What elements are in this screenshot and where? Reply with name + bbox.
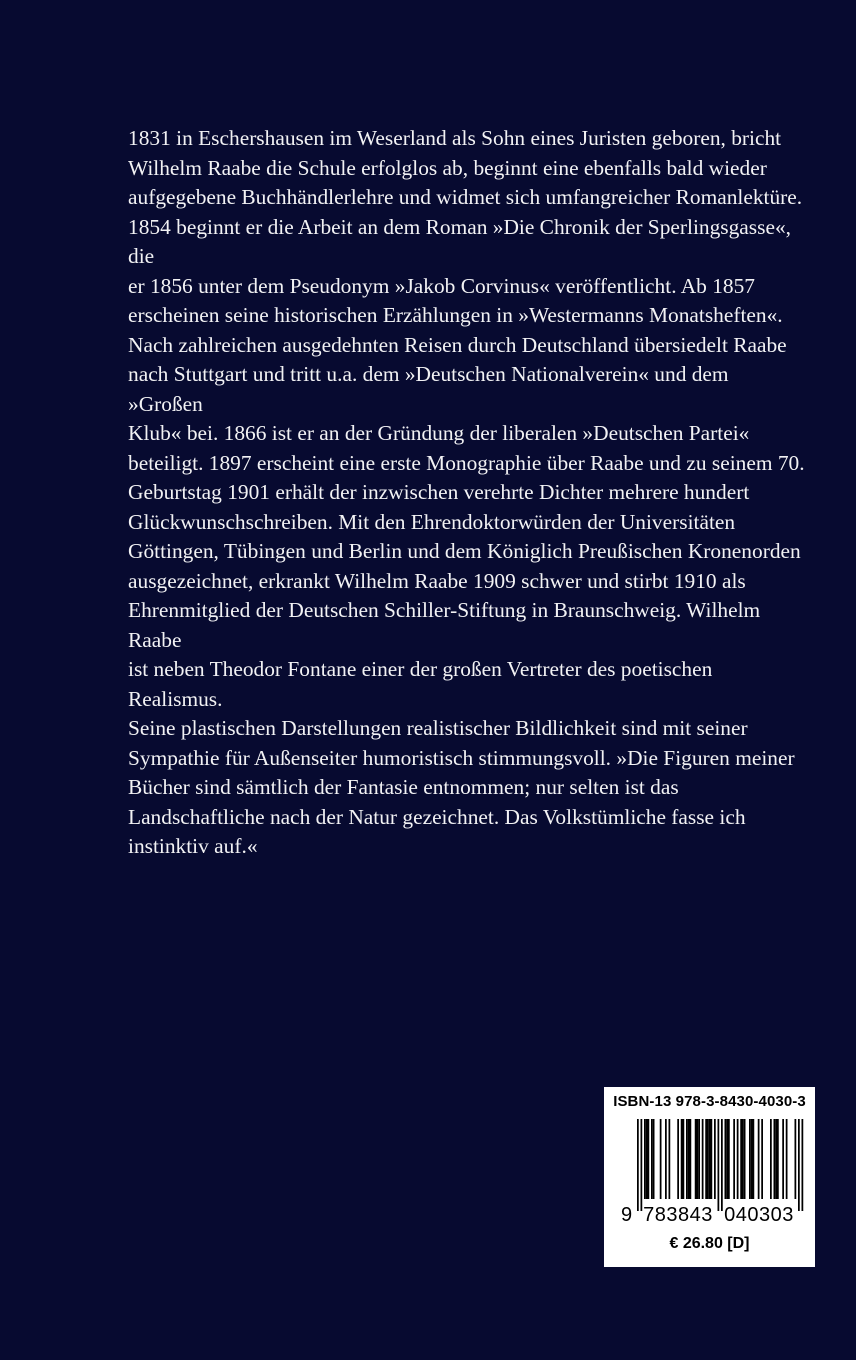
barcode-bar xyxy=(744,1119,746,1199)
barcode-guard-bar xyxy=(718,1119,720,1211)
barcode-bar xyxy=(709,1119,711,1199)
barcode-bar xyxy=(707,1119,709,1199)
barcode-bar xyxy=(761,1119,763,1199)
barcode-bar xyxy=(683,1119,685,1199)
isbn-number: ISBN-13 978-3-8430-4030-3 xyxy=(613,1093,806,1110)
barcode-bar xyxy=(733,1119,735,1199)
barcode-bar xyxy=(795,1119,797,1199)
barcode-bar xyxy=(681,1119,683,1199)
isbn-barcode-label xyxy=(604,1087,815,1267)
barcode-bar xyxy=(740,1119,742,1199)
barcode-bar xyxy=(648,1119,650,1199)
barcode-bar xyxy=(742,1119,744,1199)
barcode-bar xyxy=(728,1119,730,1199)
barcode-guard-bar xyxy=(641,1119,643,1211)
barcode-digits-right: 040303 xyxy=(724,1204,794,1226)
barcode-bar xyxy=(726,1119,728,1199)
barcode-bar xyxy=(653,1119,655,1199)
barcode-bar xyxy=(660,1119,662,1199)
barcode-bar xyxy=(702,1119,704,1199)
barcode-bar xyxy=(651,1119,653,1199)
barcode-bar xyxy=(777,1119,779,1199)
barcode-guard-bar xyxy=(798,1119,800,1211)
barcode-bar xyxy=(753,1119,755,1199)
barcode-guard-bar xyxy=(802,1119,804,1211)
barcode-bar xyxy=(786,1119,788,1199)
barcode-bar xyxy=(698,1119,700,1199)
barcode-bar xyxy=(695,1119,697,1199)
barcode-bar xyxy=(751,1119,753,1199)
barcode-bar xyxy=(725,1119,727,1199)
author-biography-text: 1831 in Eschershausen im Weserland als Sohn eines Juristen geboren, bricht Wilhelm Raabe die Schule erfolglos ab, beginnt eine ebenfalls bald wieder aufgegebene Buchhändlerlehre und widmet sich umfangreicher Romanlektüre. 1854 beginnt er die Arbeit an dem Roman »Die Chronik der Sperlingsgasse«, die er 1856 unter dem Pseudonym »Jakob Corvinus« veröffentlicht. Ab 1857 erscheinen seine historischen Erzählungen in »Westermanns Monatsheften«. Nach zahlreichen ausgedehnten Reisen durch Deutschland übersiedelt Raabe nach Stuttgart und tritt u.a. dem »Deutschen Nationalverein« und dem »Großen Klub« bei. 1866 ist er an der Gründung der liberalen »Deutschen Partei« beteiligt. 1897 erscheint eine erste Monographie über Raabe und zu seinem 70. Geburtstag 1901 erhält der inzwischen verehrte Dichter mehrere hundert Glückwunschschreiben. Mit den Ehrendoktorwürden der Universitäten Göttingen, Tübingen und Berlin und dem Königlich Preußischen Kronenorden ausgezeichnet, erkrankt Wilhelm Raabe 1909 schwer und stirbt 1910 als Ehrenmitglied der Deutschen Schiller-Stiftung in Braunschweig. Wilhelm Raabe ist neben Theodor Fontane einer der großen Vertreter des poetischen Realismus. Seine plastischen Darstellungen realistischer Bildlichkeit sind mit seiner Sympathie für Außenseiter humoristisch stimmungsvoll. »Die Figuren meiner Bücher sind sämtlich der Fantasie entnommen; nur selten ist das Landschaftliche nach der Natur gezeichnet. Das Volkstümliche fasse ich instinktiv auf.« xyxy=(128,126,805,858)
barcode-guard-bar xyxy=(637,1119,639,1211)
barcode-guard-bar xyxy=(721,1119,723,1211)
barcode-bar xyxy=(714,1119,716,1199)
barcode-bar xyxy=(665,1119,667,1199)
barcode-digits-left: 783843 xyxy=(643,1204,713,1226)
barcode-bar xyxy=(669,1119,671,1199)
barcode-bar xyxy=(677,1119,679,1199)
barcode-bar xyxy=(711,1119,713,1199)
barcode-bar xyxy=(737,1119,739,1199)
barcode-bar xyxy=(774,1119,776,1199)
barcode-bar xyxy=(749,1119,751,1199)
barcode-bar xyxy=(775,1119,777,1199)
barcode-bar xyxy=(758,1119,760,1199)
ean-barcode-icon xyxy=(618,1119,804,1231)
barcode-bar xyxy=(690,1119,692,1199)
barcode-bar xyxy=(782,1119,784,1199)
barcode-bar xyxy=(686,1119,688,1199)
barcode-bar xyxy=(688,1119,690,1199)
barcode-bar xyxy=(646,1119,648,1199)
barcode-digit-first: 9 xyxy=(621,1204,633,1226)
barcode-bar xyxy=(705,1119,707,1199)
barcode-bar xyxy=(697,1119,699,1199)
barcode-bar xyxy=(644,1119,646,1199)
barcode-bar xyxy=(770,1119,772,1199)
price-label: € 26.80 [D] xyxy=(669,1235,750,1252)
